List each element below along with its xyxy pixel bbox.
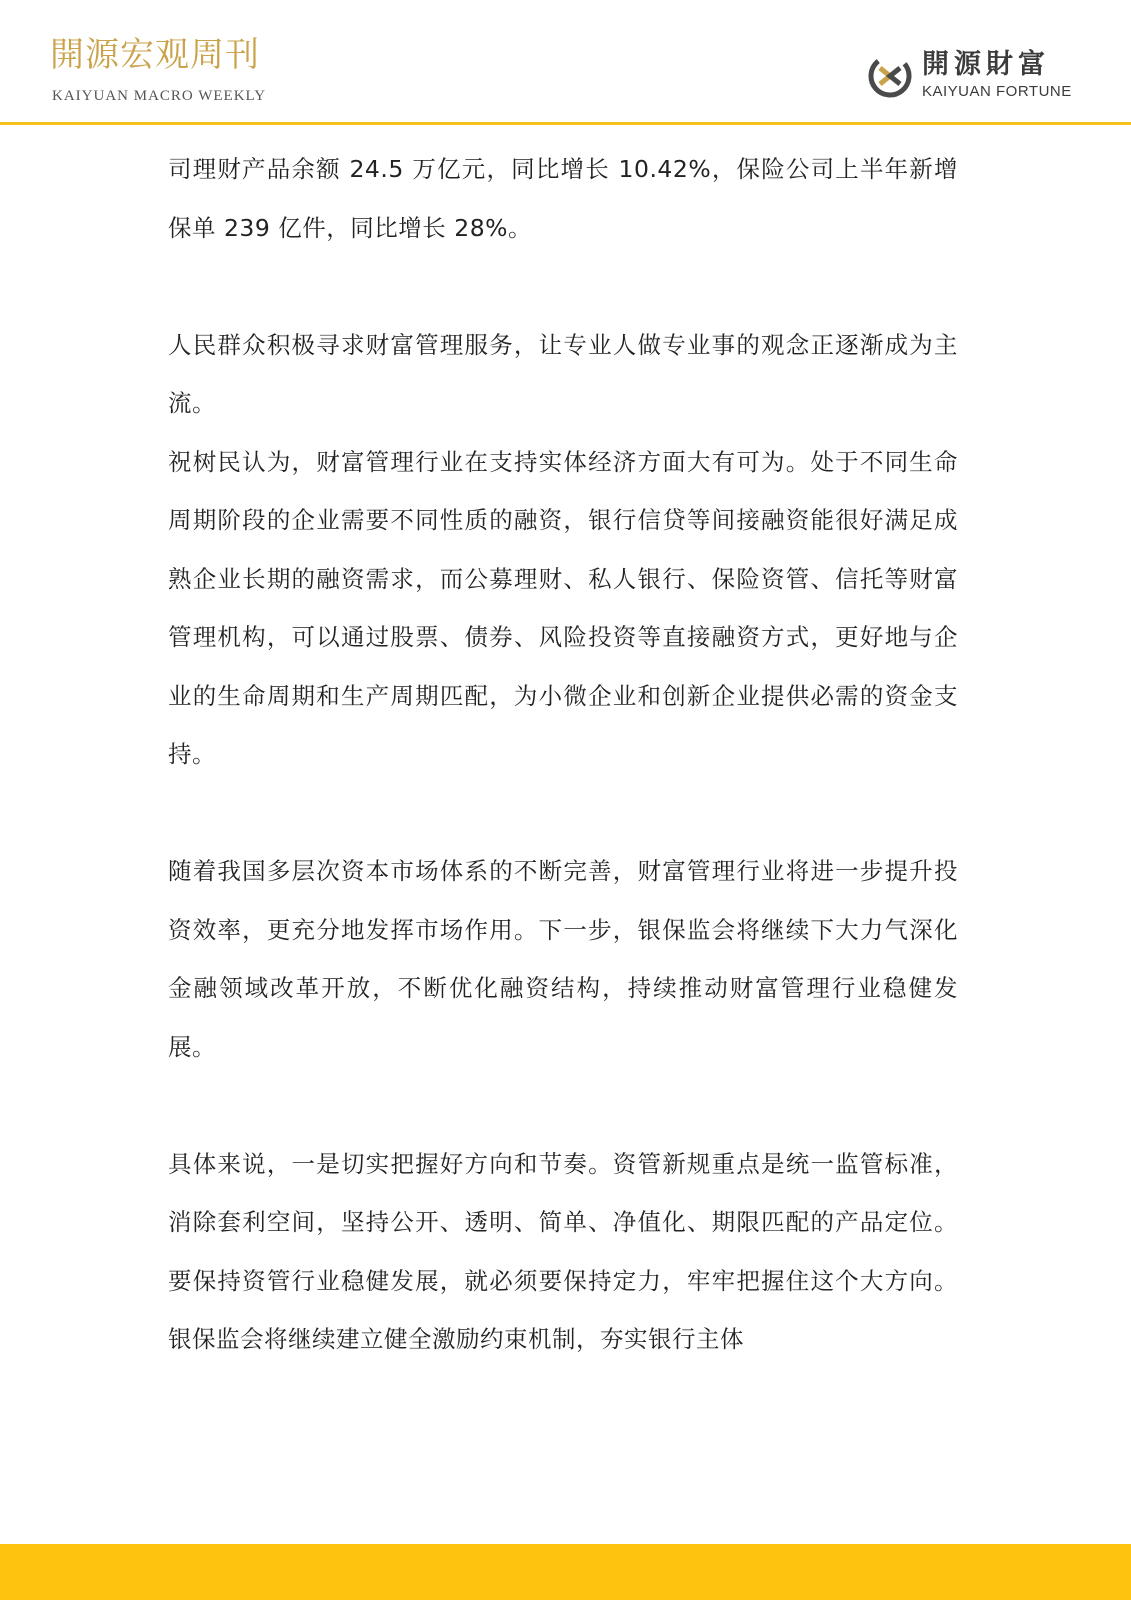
paragraph-3: 祝树民认为，财富管理行业在支持实体经济方面大有可为。处于不同生命周期阶段的企业需要不同性质的融资，银行信贷等间接融资能很好满足成熟企业长期的融资需求，而公募理财、私人银行、保险资管、信托等财富管理机构，可以通过股票、债券、风险投资等直接融资方式，更好地与企业的生命周期和生产周期匹配，为小微企业和创新企业提供必需的资金支持。 [168,447,958,768]
article-body [168,140,958,1369]
publication-title: 開源宏观周刊 [50,35,260,75]
company-logo [866,50,1106,106]
logo-name-cn: 開源財富 [922,49,1050,80]
kaiyuan-logo-icon [866,52,914,100]
logo-name-en: KAIYUAN FORTUNE [922,83,1072,100]
footer-bar [0,1544,1131,1600]
paragraph-2: 人民群众积极寻求财富管理服务，让专业人做专业事的观念正逐渐成为主流。 [168,330,958,417]
paragraph-5: 具体来说，一是切实把握好方向和节奏。资管新规重点是统一监管标准，消除套利空间，坚持公开、透明、简单、净值化、期限匹配的产品定位。要保持资管行业稳健发展，就必须要保持定力，牢牢把握住这个大方向。银保监会将继续建立健全激励约束机制，夯实银行主体 [168,1149,958,1353]
paragraph-4: 随着我国多层次资本市场体系的不断完善，财富管理行业将进一步提升投资效率，更充分地发挥市场作用。下一步，银保监会将继续下大力气深化金融领域改革开放，不断优化融资结构，持续推动财富管理行业稳健发展。 [168,857,958,1061]
page-header [0,0,1131,126]
paragraph-1: 司理财产品余额 24.5 万亿元，同比增长 10.42%，保险公司上半年新增保单 239 亿件，同比增长 28%。 [168,155,958,242]
publication-subtitle: KAIYUAN MACRO WEEKLY [52,88,267,104]
header-divider [0,122,1131,125]
